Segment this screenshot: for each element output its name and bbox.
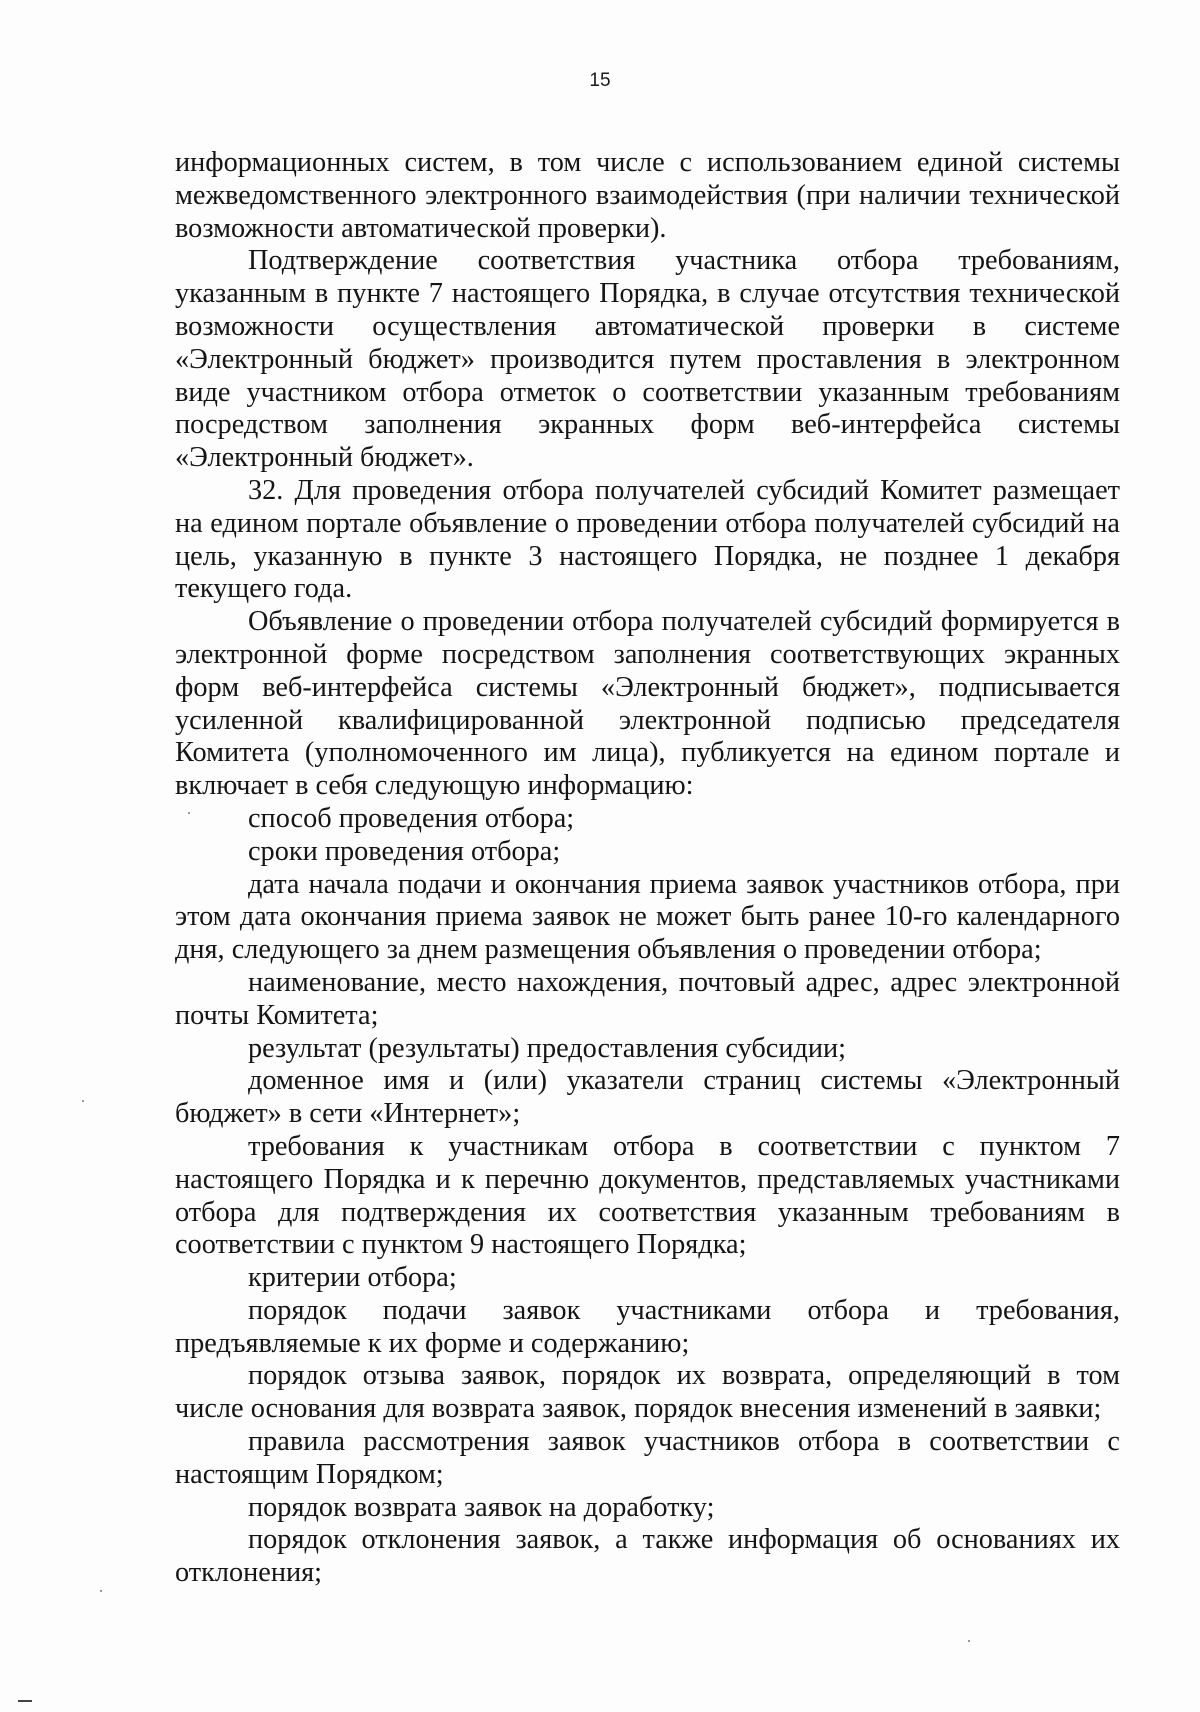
page-number: 15 bbox=[589, 70, 611, 91]
list-item-review-rules: правила рассмотрения заявок участников отбора в соответствии с настоящим Порядком; bbox=[175, 1426, 1120, 1490]
paragraph-4: Объявление о проведении отбора получателей субсидий формируется в электронной форме посредством заполнения соответствующих экранных форм веб-интерфейса системы «Электронный бюджет», подписывается усиленной квалифицированной электронной подписью председателя Комитета (уполномоченного им лица), публикуется на едином портале и включает в себя следующую информацию: bbox=[175, 606, 1120, 802]
list-item-return-for-revision: порядок возврата заявок на доработку; bbox=[248, 1491, 715, 1523]
list-item-withdrawal-order: порядок отзыва заявок, порядок их возврата, определяющий в том числе основания для возврата заявок, порядок внесения изменений в заявки; bbox=[175, 1360, 1120, 1425]
scan-artifact-dot bbox=[968, 1640, 970, 1642]
scan-artifact-dot bbox=[82, 1100, 84, 1102]
list-item-submission-order: порядок подачи заявок участниками отбора и требования, предъявляемые к их форме и содержанию; bbox=[175, 1294, 1120, 1359]
list-item-method: способ проведения отбора; bbox=[248, 802, 575, 834]
list-item-result: результат (результаты) предоставления субсидии; bbox=[248, 1032, 847, 1064]
scan-artifact-dot bbox=[188, 812, 190, 814]
list-item-dates: дата начала подачи и окончания приема заявок участников отбора, при этом дата окончания приема заявок не может быть ранее 10-го календарного дня, следующего за днем размещения объявления о проведении отбора; bbox=[175, 868, 1120, 966]
scan-artifact-dot bbox=[100, 1590, 102, 1592]
list-item-requirements: требования к участникам отбора в соответствии с пунктом 7 настоящего Порядка и к перечню документов, представляемых участниками отбора для подтверждения их соответствия указанным требованиям в соответствии с пунктом 9 настоящего Порядка; bbox=[175, 1130, 1120, 1261]
list-item-rejection-order: порядок отклонения заявок, а также информация об основаниях их отклонения; bbox=[175, 1524, 1120, 1589]
list-item-domain: доменное имя и (или) указатели страниц системы «Электронный бюджет» в сети «Интернет»; bbox=[175, 1065, 1120, 1130]
paragraph-1: информационных систем, в том числе с использованием единой системы межведомственного электронного взаимодействия (при наличии технической возможности автоматической проверки). bbox=[175, 147, 1120, 244]
document-body bbox=[175, 147, 1120, 1590]
list-item-committee-address: наименование, место нахождения, почтовый адрес, адрес электронной почты Комитета; bbox=[175, 966, 1120, 1031]
list-item-terms: сроки проведения отбора; bbox=[248, 835, 561, 867]
paragraph-2: Подтверждение соответствия участника отбора требованиям, указанным в пункте 7 настоящего Порядка, в случае отсутствия технической возможности осуществления автоматической проверки в системе «Электронный бюджет» производится путем проставления в электронном виде участником отбора отметок о соответствии указанным требованиям посредством заполнения экранных форм веб-интерфейса системы «Электронный бюджет». bbox=[175, 245, 1120, 474]
scan-artifact-mark bbox=[18, 1700, 32, 1702]
list-item-criteria: критерии отбора; bbox=[248, 1262, 457, 1294]
paragraph-3: 32. Для проведения отбора получателей субсидий Комитет размещает на едином портале объявление о проведении отбора получателей субсидий на цель, указанную в пункте 3 настоящего Порядка, не позднее 1 декабря текущего года. bbox=[175, 474, 1120, 605]
